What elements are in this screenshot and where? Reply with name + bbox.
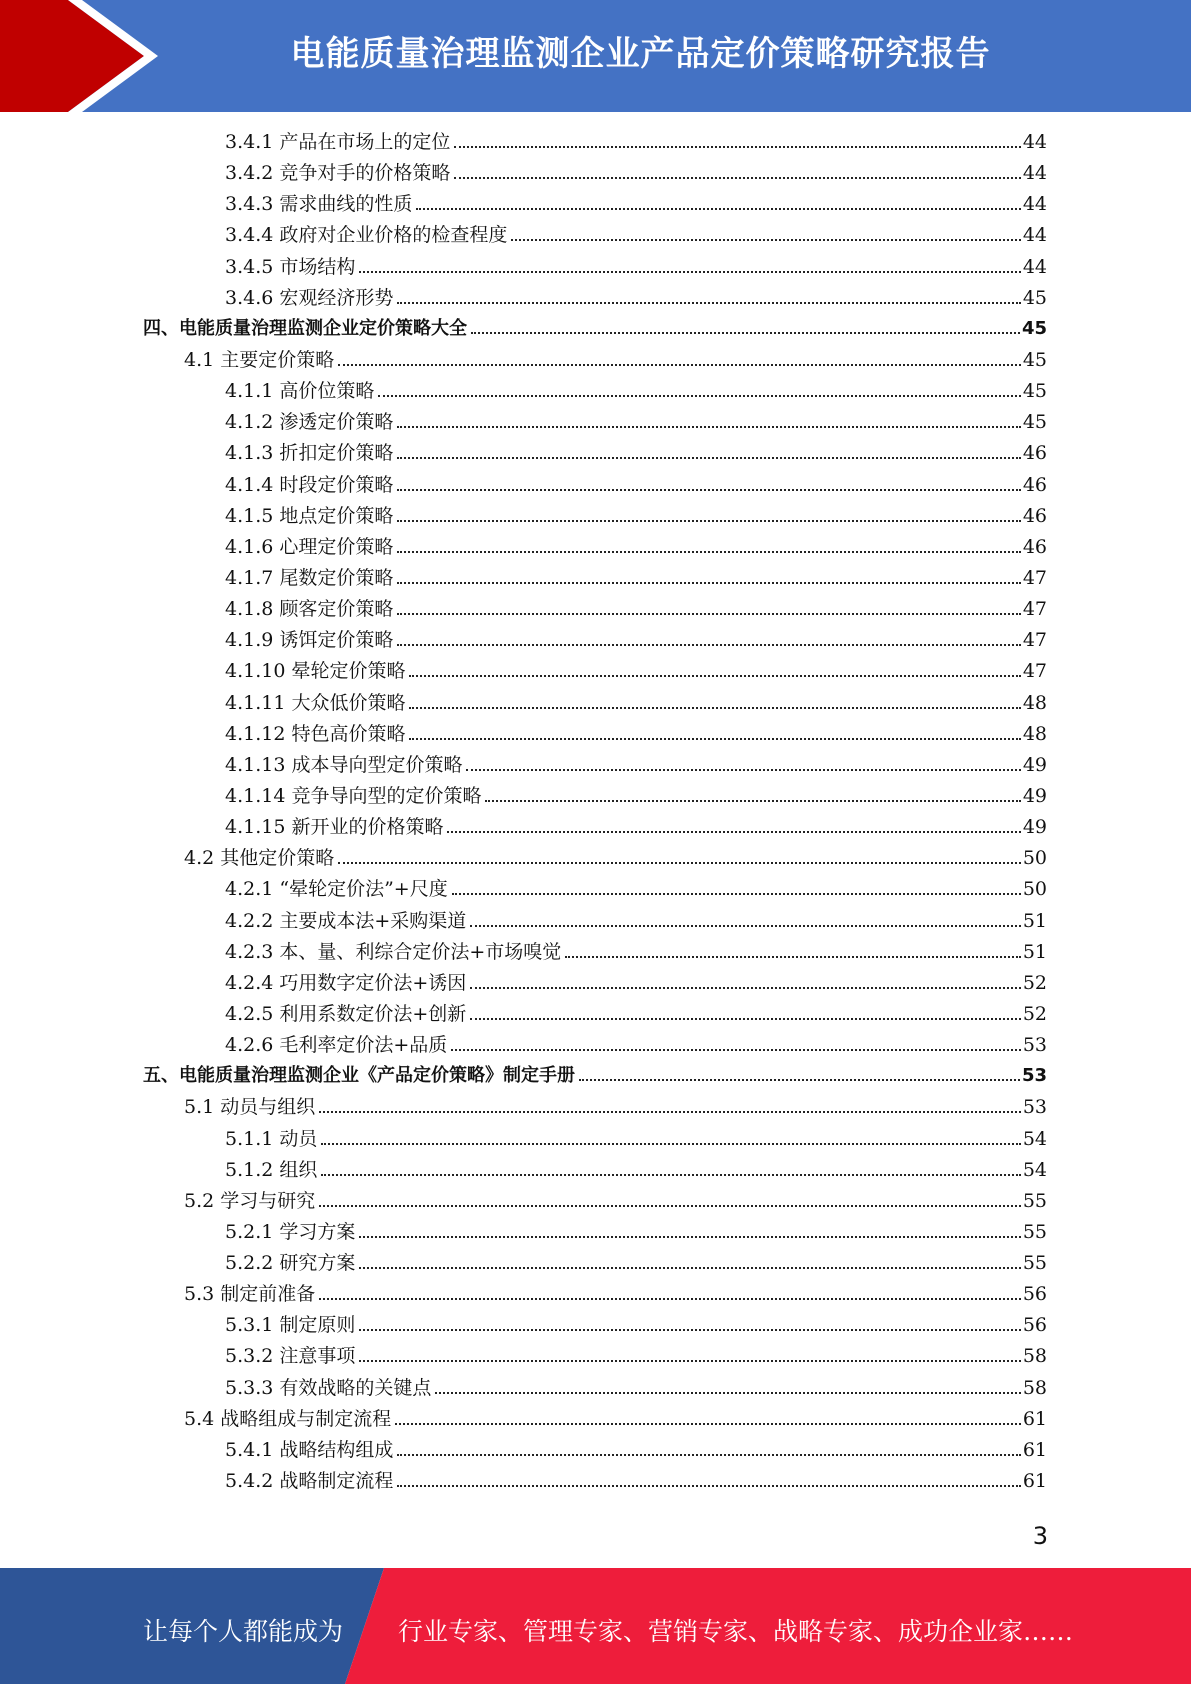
toc-dot-leader (319, 1298, 1021, 1300)
toc-entry-title: 3.4.6 宏观经济形势 (225, 286, 394, 309)
toc-entry[interactable] (143, 1466, 1047, 1497)
toc-dot-leader (359, 1236, 1020, 1238)
toc-entry-title: 5.2 学习与研究 (184, 1189, 316, 1212)
toc-entry[interactable] (143, 688, 1047, 719)
toc-entry-title: 4.1 主要定价策略 (184, 348, 335, 371)
toc-dot-leader (470, 1018, 1021, 1020)
toc-entry-page: 52 (1022, 1002, 1047, 1025)
toc-dot-leader (470, 987, 1021, 989)
toc-entry[interactable] (143, 1373, 1047, 1404)
toc-dot-leader (359, 1329, 1020, 1331)
toc-entry[interactable] (143, 1279, 1047, 1310)
toc-entry[interactable] (143, 189, 1047, 220)
toc-entry-page: 53 (1021, 1065, 1047, 1087)
toc-entry-page: 51 (1022, 909, 1047, 932)
toc-entry-page: 45 (1022, 411, 1047, 434)
toc-entry-title: 4.2 其他定价策略 (184, 847, 335, 870)
toc-dot-leader (397, 302, 1020, 304)
toc-entry[interactable] (143, 1217, 1047, 1248)
toc-entry-page: 44 (1022, 193, 1047, 216)
toc-entry-title: 4.1.6 心理定价策略 (225, 535, 394, 558)
toc-entry-title: 五、电能质量治理监测企业《产品定价策略》制定手册 (143, 1065, 575, 1087)
toc-entry-title: 4.1.11 大众低价策略 (225, 691, 406, 714)
toc-dot-leader (378, 395, 1020, 397)
toc-entry[interactable] (143, 470, 1047, 501)
toc-entry[interactable] (143, 937, 1047, 968)
toc-entry-page: 53 (1022, 1034, 1047, 1057)
toc-dot-leader (397, 613, 1020, 615)
toc-entry-title: 4.1.3 折扣定价策略 (225, 442, 394, 465)
toc-entry-page: 45 (1022, 286, 1047, 309)
toc-entry-page: 54 (1022, 1158, 1047, 1181)
toc-entry-title: 四、电能质量治理监测企业定价策略大全 (143, 317, 467, 339)
toc-entry[interactable] (143, 1404, 1047, 1435)
toc-entry-title: 4.1.8 顾客定价策略 (225, 598, 394, 621)
toc-entry[interactable] (143, 563, 1047, 594)
toc-entry-page: 55 (1022, 1252, 1047, 1275)
toc-entry-title: 5.1.1 动员 (225, 1127, 318, 1150)
page-footer (0, 1568, 1191, 1684)
toc-dot-leader (454, 177, 1020, 179)
toc-dot-leader (397, 1454, 1020, 1456)
toc-dot-leader (409, 738, 1020, 740)
toc-entry-page: 49 (1022, 816, 1047, 839)
toc-entry-page: 46 (1022, 535, 1047, 558)
toc-entry-title: 4.2.3 本、量、利综合定价法+市场嗅觉 (225, 940, 562, 963)
toc-entry[interactable] (143, 594, 1047, 625)
toc-dot-leader (321, 1174, 1020, 1176)
toc-dot-leader (338, 862, 1021, 864)
toc-dot-leader (471, 332, 1020, 334)
toc-entry-page: 61 (1022, 1470, 1047, 1493)
toc-entry[interactable] (143, 1030, 1047, 1061)
toc-entry-title: 5.4.1 战略结构组成 (225, 1438, 394, 1461)
toc-entry-page: 48 (1022, 691, 1047, 714)
document-title: 电能质量治理监测企业产品定价策略研究报告 (290, 34, 991, 74)
toc-entry[interactable] (143, 1092, 1047, 1123)
toc-entry-page: 61 (1022, 1438, 1047, 1461)
toc-entry-page: 47 (1022, 629, 1047, 652)
toc-dot-leader (321, 1143, 1020, 1145)
toc-entry[interactable] (143, 968, 1047, 999)
toc-dot-leader (397, 520, 1020, 522)
toc-entry[interactable] (143, 438, 1047, 469)
toc-entry-page: 47 (1022, 566, 1047, 589)
toc-dot-leader (395, 1423, 1021, 1425)
toc-entry[interactable] (143, 220, 1047, 251)
toc-entry[interactable] (143, 719, 1047, 750)
toc-entry-page: 58 (1022, 1376, 1047, 1399)
toc-dot-leader (466, 769, 1020, 771)
page-header (0, 0, 1191, 112)
toc-entry[interactable] (143, 625, 1047, 656)
toc-entry-page: 61 (1022, 1407, 1047, 1430)
toc-dot-leader (359, 1360, 1020, 1362)
toc-entry-page: 55 (1022, 1220, 1047, 1243)
toc-entry-page: 44 (1022, 255, 1047, 278)
toc-entry-title: 5.3 制定前准备 (184, 1283, 316, 1306)
toc-dot-leader (397, 489, 1020, 491)
toc-entry-page: 46 (1022, 504, 1047, 527)
footer-slogan-left: 让每个人都能成为 (143, 1617, 344, 1646)
toc-entry-title: 4.2.2 主要成本法+采购渠道 (225, 909, 467, 932)
toc-entry-title: 4.1.15 新开业的价格策略 (225, 816, 444, 839)
toc-entry-page: 44 (1022, 162, 1047, 185)
toc-entry-title: 4.2.6 毛利率定价法+品质 (225, 1034, 448, 1057)
toc-dot-leader (397, 426, 1020, 428)
toc-entry-title: 4.1.2 渗透定价策略 (225, 411, 394, 434)
toc-entry-title: 4.1.4 时段定价策略 (225, 473, 394, 496)
toc-entry-title: 4.1.1 高价位策略 (225, 380, 375, 403)
toc-dot-leader (359, 271, 1020, 273)
toc-entry[interactable] (143, 532, 1047, 563)
toc-dot-leader (511, 239, 1020, 241)
toc-entry-page: 47 (1022, 598, 1047, 621)
toc-entry-page: 56 (1022, 1283, 1047, 1306)
toc-entry-title: 3.4.1 产品在市场上的定位 (225, 131, 451, 153)
toc-entry[interactable] (143, 999, 1047, 1030)
toc-entry-page: 55 (1022, 1189, 1047, 1212)
toc-entry[interactable] (143, 906, 1047, 937)
toc-entry-title: 3.4.4 政府对企业价格的检查程度 (225, 224, 508, 247)
toc-dot-leader (409, 707, 1020, 709)
toc-entry-title: 5.4 战略组成与制定流程 (184, 1407, 392, 1430)
toc-dot-leader (452, 893, 1021, 895)
toc-entry[interactable] (143, 1061, 1047, 1092)
toc-entry-title: 4.1.5 地点定价策略 (225, 504, 394, 527)
toc-entry[interactable] (143, 376, 1047, 407)
toc-entry-page: 51 (1022, 940, 1047, 963)
toc-dot-leader (319, 1111, 1021, 1113)
toc-entry-page: 44 (1022, 224, 1047, 247)
toc-entry-page: 50 (1022, 847, 1047, 870)
toc-entry-page: 49 (1022, 784, 1047, 807)
toc-entry-title: 4.1.9 诱饵定价策略 (225, 629, 394, 652)
toc-entry-page: 45 (1022, 380, 1047, 403)
toc-dot-leader (397, 1485, 1020, 1487)
toc-dot-leader (454, 146, 1020, 148)
toc-entry-page: 47 (1022, 660, 1047, 683)
toc-entry-title: 3.4.3 需求曲线的性质 (225, 193, 413, 216)
toc-entry-page: 45 (1021, 317, 1047, 339)
toc-entry-title: 5.3.2 注意事项 (225, 1345, 356, 1368)
toc-entry-title: 5.2.1 学习方案 (225, 1220, 356, 1243)
toc-dot-leader (565, 956, 1021, 958)
toc-entry[interactable] (143, 407, 1047, 438)
toc-entry-page: 45 (1022, 348, 1047, 371)
toc-dot-leader (397, 551, 1020, 553)
toc-entry[interactable] (143, 781, 1047, 812)
toc-entry[interactable] (143, 874, 1047, 905)
toc-entry-page: 50 (1022, 878, 1047, 901)
toc-entry-page: 46 (1022, 473, 1047, 496)
toc-dot-leader (319, 1205, 1021, 1207)
toc-entry-title: 4.2.5 利用系数定价法+创新 (225, 1002, 467, 1025)
toc-entry[interactable] (143, 812, 1047, 843)
toc-entry-title: 5.1 动员与组织 (184, 1096, 316, 1119)
toc-entry-title: 5.4.2 战略制定流程 (225, 1470, 394, 1493)
toc-entry-page: 53 (1022, 1096, 1047, 1119)
toc-dot-leader (485, 800, 1020, 802)
toc-entry-page: 52 (1022, 971, 1047, 994)
toc-entry-page: 56 (1022, 1314, 1047, 1337)
toc-dot-leader (579, 1079, 1020, 1081)
toc-entry-title: 4.1.10 晕轮定价策略 (225, 660, 406, 683)
toc-dot-leader (416, 208, 1020, 210)
toc-entry[interactable] (143, 1186, 1047, 1217)
toc-entry[interactable] (143, 1310, 1047, 1341)
page-number: 3 (1032, 1522, 1048, 1550)
toc-entry[interactable] (143, 252, 1047, 283)
toc-entry-title: 5.1.2 组织 (225, 1158, 318, 1181)
footer-slogan-right: 行业专家、管理专家、营销专家、战略专家、成功企业家…… (398, 1617, 1074, 1646)
toc-entry-title: 4.1.12 特色高价策略 (225, 722, 406, 745)
toc-dot-leader (409, 675, 1020, 677)
toc-dot-leader (359, 1267, 1020, 1269)
toc-entry-title: 4.1.7 尾数定价策略 (225, 566, 394, 589)
toc-entry-title: 4.2.1 “晕轮定价法”+尺度 (225, 878, 448, 901)
toc-entry[interactable] (143, 501, 1047, 532)
toc-dot-leader (397, 457, 1020, 459)
toc-entry-page: 44 (1022, 131, 1047, 153)
toc-entry[interactable] (143, 158, 1047, 189)
toc-entry-page: 48 (1022, 722, 1047, 745)
toc-entry[interactable] (143, 345, 1047, 376)
toc-entry-title: 5.2.2 研究方案 (225, 1252, 356, 1275)
toc-entry-title: 3.4.2 竞争对手的价格策略 (225, 162, 451, 185)
toc-entry[interactable] (143, 127, 1047, 158)
toc-entry[interactable] (143, 283, 1047, 314)
toc-entry-page: 49 (1022, 753, 1047, 776)
toc-entry-page: 46 (1022, 442, 1047, 465)
toc-entry[interactable] (143, 1155, 1047, 1186)
toc-dot-leader (397, 644, 1020, 646)
toc-dot-leader (451, 1049, 1021, 1051)
toc-entry[interactable] (143, 314, 1047, 345)
toc-entry-title: 3.4.5 市场结构 (225, 255, 356, 278)
toc-entry[interactable] (143, 1248, 1047, 1279)
toc-entry[interactable] (143, 1435, 1047, 1466)
toc-entry-title: 4.1.14 竞争导向型的定价策略 (225, 784, 482, 807)
toc-dot-leader (435, 1392, 1020, 1394)
toc-dot-leader (470, 925, 1021, 927)
toc-dot-leader (447, 831, 1020, 833)
table-of-contents (143, 127, 1047, 1497)
toc-entry[interactable] (143, 656, 1047, 687)
toc-entry-page: 54 (1022, 1127, 1047, 1150)
toc-entry[interactable] (143, 1341, 1047, 1372)
toc-dot-leader (397, 582, 1020, 584)
toc-entry-title: 4.2.4 巧用数字定价法+诱因 (225, 971, 467, 994)
toc-entry[interactable] (143, 843, 1047, 874)
toc-entry-title: 4.1.13 成本导向型定价策略 (225, 753, 463, 776)
toc-entry[interactable] (143, 1124, 1047, 1155)
toc-entry-title: 5.3.3 有效战略的关键点 (225, 1376, 432, 1399)
toc-dot-leader (338, 364, 1021, 366)
toc-entry[interactable] (143, 750, 1047, 781)
toc-entry-page: 58 (1022, 1345, 1047, 1368)
toc-entry-title: 5.3.1 制定原则 (225, 1314, 356, 1337)
